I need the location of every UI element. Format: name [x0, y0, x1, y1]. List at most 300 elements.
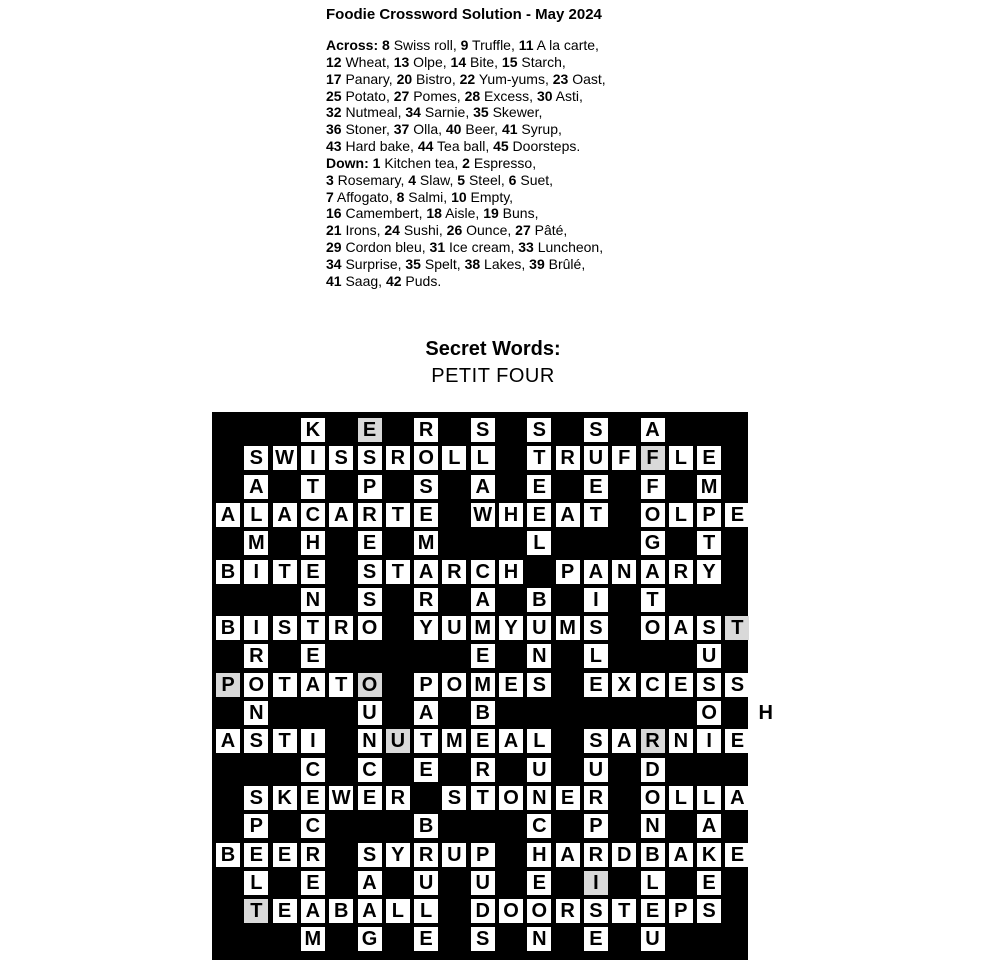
grid-cell: E — [527, 503, 551, 527]
grid-cell: N — [527, 644, 551, 668]
grid-cell: A — [725, 786, 749, 810]
clue-number: 41 — [501, 121, 518, 138]
grid-cell: O — [358, 616, 382, 640]
grid-cell: E — [527, 871, 551, 895]
grid-cell: O — [442, 673, 466, 697]
grid-cell: R — [329, 616, 353, 640]
clue-text: Salmi, — [404, 188, 452, 205]
clue-number: 44 — [417, 138, 434, 155]
grid-cell: K — [697, 843, 721, 867]
clue-line — [326, 71, 776, 88]
clue-number: 38 — [464, 255, 481, 272]
clue-number: 34 — [405, 104, 421, 121]
clue-number: 5 — [457, 171, 466, 188]
grid-cell: A — [641, 418, 665, 442]
grid-cell: E — [301, 871, 325, 895]
grid-cell: A — [556, 503, 580, 527]
grid-cell: B — [216, 616, 240, 640]
grid-cell: L — [414, 899, 438, 923]
grid-cell: N — [612, 560, 636, 584]
clue-list — [326, 37, 776, 290]
clue-text: A la carte, — [533, 37, 599, 53]
clue-text: Syrup, — [517, 121, 562, 138]
grid-cell: R — [556, 899, 580, 923]
grid-cell: B — [329, 899, 353, 923]
clue-text: Camembert, — [341, 205, 427, 222]
grid-cell: L — [669, 446, 693, 470]
grid-cell: B — [216, 560, 240, 584]
grid-cell-secret-letter: U — [386, 729, 410, 753]
grid-cell: N — [641, 814, 665, 838]
clue-text: Nutmeal, — [341, 104, 406, 121]
clue-text: Yum-yums, — [475, 70, 553, 87]
clue-text: Affogato, — [333, 188, 397, 205]
clue-text: Ounce, — [462, 222, 516, 239]
clue-number: 26 — [446, 222, 463, 239]
grid-cell: A — [273, 503, 297, 527]
grid-cell: D — [471, 899, 495, 923]
clue-number: 14 — [450, 53, 467, 70]
clue-line — [326, 138, 776, 155]
grid-cell: T — [273, 729, 297, 753]
grid-cell: R — [386, 446, 410, 470]
grid-cell-secret-letter: E — [358, 418, 382, 442]
grid-cell: A — [471, 588, 495, 612]
grid-cell: O — [641, 786, 665, 810]
grid-cell: R — [584, 786, 608, 810]
grid-cell: U — [442, 843, 466, 867]
grid-cell: Y — [499, 616, 523, 640]
clue-text: Oast, — [568, 70, 606, 87]
grid-cell: F — [612, 446, 636, 470]
grid-cell: E — [584, 475, 608, 499]
clue-number: 27 — [515, 222, 531, 239]
clue-text: Kitchen tea, — [380, 154, 463, 171]
grid-cell: G — [358, 927, 382, 951]
clue-text: Spelt, — [420, 255, 465, 272]
grid-cell: B — [527, 588, 551, 612]
clue-text: Stoner, — [341, 121, 394, 138]
grid-cell: A — [556, 843, 580, 867]
clue-number: 21 — [326, 222, 342, 239]
grid-cell: S — [358, 843, 382, 867]
grid-cell: A — [216, 729, 240, 753]
clue-text: Swiss roll, — [389, 37, 461, 53]
grid-cell: A — [669, 843, 693, 867]
grid-cell: L — [471, 446, 495, 470]
clue-text: Brûlé, — [544, 255, 586, 272]
clue-text: Steel, — [465, 171, 509, 188]
grid-cell: M — [244, 531, 268, 555]
grid-cell: K — [273, 786, 297, 810]
clue-number: 12 — [326, 53, 342, 70]
grid-cell: P — [584, 814, 608, 838]
grid-cell: E — [584, 927, 608, 951]
clue-number: 1 — [372, 154, 381, 171]
grid-cell: S — [244, 729, 268, 753]
grid-cell: L — [584, 644, 608, 668]
grid-cell: M — [556, 616, 580, 640]
grid-cell: A — [329, 503, 353, 527]
clue-number: 31 — [429, 239, 446, 256]
clue-text: Rosemary, — [333, 171, 409, 188]
grid-cell: L — [669, 503, 693, 527]
grid-cell: L — [244, 503, 268, 527]
clue-text: Panary, — [341, 70, 397, 87]
clue-text: Luncheon, — [533, 239, 604, 256]
grid-cell: S — [273, 616, 297, 640]
grid-cell: T — [612, 899, 636, 923]
grid-cell: T — [414, 729, 438, 753]
grid-cell: T — [329, 673, 353, 697]
clue-number: 43 — [326, 138, 342, 155]
grid-cell: S — [358, 560, 382, 584]
clue-text: Potato, — [341, 87, 394, 104]
clue-line — [326, 189, 776, 206]
clue-line — [326, 222, 776, 239]
grid-cell: A — [414, 701, 438, 725]
clue-text: Slaw, — [416, 171, 458, 188]
grid-cell: S — [725, 673, 749, 697]
grid-cell: E — [414, 503, 438, 527]
grid-cell: H — [301, 531, 325, 555]
grid-cell: T — [641, 588, 665, 612]
grid-cell: A — [301, 899, 325, 923]
grid-cell: S — [697, 899, 721, 923]
clue-line — [326, 88, 776, 105]
grid-cell: T — [273, 560, 297, 584]
grid-cell: O — [499, 786, 523, 810]
grid-cell: S — [471, 927, 495, 951]
grid-cell: S — [584, 729, 608, 753]
secret-words-heading: Secret Words: — [425, 338, 561, 360]
grid-cell: X — [612, 673, 636, 697]
clue-number: 36 — [326, 121, 342, 138]
clue-line — [326, 54, 776, 71]
grid-cell: Y — [697, 560, 721, 584]
grid-cell: C — [641, 673, 665, 697]
clue-text: Sarnie, — [420, 104, 474, 121]
clue-line — [326, 205, 776, 222]
clue-text: Olla, — [409, 121, 446, 138]
grid-cell: P — [669, 899, 693, 923]
grid-cell: N — [669, 729, 693, 753]
clue-number: 18 — [426, 205, 442, 222]
grid-cell: E — [697, 871, 721, 895]
grid-cell: A — [612, 729, 636, 753]
grid-cell: P — [697, 503, 721, 527]
grid-cell: M — [471, 673, 495, 697]
grid-cell: U — [641, 927, 665, 951]
clue-text: Ice cream, — [445, 239, 519, 256]
grid-cell: N — [301, 588, 325, 612]
grid-cell: E — [527, 475, 551, 499]
grid-cell: B — [471, 701, 495, 725]
grid-cell: S — [584, 899, 608, 923]
clue-number: 8 — [396, 188, 405, 205]
clue-text: Excess, — [480, 87, 537, 104]
clue-text: Espresso, — [469, 154, 537, 171]
grid-cell: T — [471, 786, 495, 810]
grid-cell: S — [442, 786, 466, 810]
clue-number: 11 — [518, 37, 534, 53]
grid-cell: E — [471, 644, 495, 668]
grid-cell: S — [471, 418, 495, 442]
grid-cell: M — [471, 616, 495, 640]
grid-cell: H — [754, 701, 778, 725]
grid-cell: U — [527, 758, 551, 782]
clue-line — [326, 121, 776, 138]
clue-number: Down: — [326, 154, 373, 171]
clue-text: Lakes, — [480, 255, 530, 272]
grid-cell: F — [641, 475, 665, 499]
clue-line — [326, 256, 776, 273]
clue-number: 13 — [393, 53, 410, 70]
clue-number: 42 — [385, 272, 402, 289]
grid-cell: C — [527, 814, 551, 838]
grid-cell: O — [527, 899, 551, 923]
grid-cell: E — [358, 786, 382, 810]
grid-cell: C — [471, 560, 495, 584]
crossword-grid — [212, 412, 773, 960]
clue-line — [326, 155, 776, 172]
grid-cell: E — [556, 786, 580, 810]
grid-cell: A — [358, 871, 382, 895]
clue-number: 45 — [493, 138, 509, 155]
grid-cell: I — [697, 729, 721, 753]
grid-cell: A — [358, 899, 382, 923]
grid-cell: L — [527, 729, 551, 753]
grid-cell: T — [527, 446, 551, 470]
clue-text: Skewer, — [488, 104, 543, 121]
clue-number: 25 — [326, 87, 342, 104]
clue-number: 15 — [501, 53, 518, 70]
grid-cell: P — [414, 673, 438, 697]
clue-number: 17 — [326, 70, 342, 87]
grid-cell: E — [641, 899, 665, 923]
grid-cell: O — [499, 899, 523, 923]
clue-number: 23 — [552, 70, 569, 87]
clue-text: Empty, — [466, 188, 514, 205]
grid-cell: E — [584, 673, 608, 697]
grid-cell: D — [612, 843, 636, 867]
grid-cell: P — [471, 843, 495, 867]
grid-cell: K — [301, 418, 325, 442]
clue-text: Puds. — [401, 272, 442, 289]
grid-cell: A — [584, 560, 608, 584]
grid-cell: E — [414, 927, 438, 951]
grid-cell: O — [641, 503, 665, 527]
grid-cell: E — [725, 843, 749, 867]
grid-cell: L — [386, 899, 410, 923]
grid-cell: N — [244, 701, 268, 725]
clue-number: 41 — [326, 272, 342, 289]
grid-cell: M — [414, 531, 438, 555]
clue-text: Starch, — [517, 53, 566, 70]
clue-text: Asti, — [552, 87, 583, 104]
grid-cell: S — [358, 446, 382, 470]
clue-number: 24 — [384, 222, 400, 239]
grid-cell: S — [358, 588, 382, 612]
grid-cell: E — [725, 503, 749, 527]
clue-text: Beer, — [461, 121, 502, 138]
grid-cell: N — [527, 786, 551, 810]
clue-text: Irons, — [341, 222, 385, 239]
grid-cell: T — [584, 503, 608, 527]
grid-cell: I — [244, 560, 268, 584]
grid-cell: E — [244, 843, 268, 867]
grid-cell: R — [358, 503, 382, 527]
grid-cell: O — [244, 673, 268, 697]
grid-cell: U — [471, 871, 495, 895]
grid-cell: N — [358, 729, 382, 753]
grid-cell: C — [358, 758, 382, 782]
grid-cell: A — [471, 475, 495, 499]
grid-cell: E — [725, 729, 749, 753]
grid-cell: Y — [386, 843, 410, 867]
grid-cell: B — [216, 843, 240, 867]
grid-cell: L — [244, 871, 268, 895]
grid-cell: U — [527, 616, 551, 640]
grid-cell: R — [471, 758, 495, 782]
grid-cell: S — [244, 446, 268, 470]
grid-cell: U — [442, 616, 466, 640]
grid-cell: A — [244, 475, 268, 499]
clue-text: Truffle, — [468, 37, 519, 53]
grid-cell: C — [301, 814, 325, 838]
clue-text: Wheat, — [341, 53, 394, 70]
clue-line — [326, 104, 776, 121]
clue-number: 35 — [473, 104, 489, 121]
grid-cell: T — [301, 616, 325, 640]
grid-cell: U — [584, 758, 608, 782]
grid-cell: E — [273, 843, 297, 867]
grid-cell: E — [358, 531, 382, 555]
grid-cell: W — [471, 503, 495, 527]
grid-cell: D — [641, 758, 665, 782]
clue-text: Doorsteps. — [508, 138, 581, 155]
grid-cell: A — [669, 616, 693, 640]
grid-cell-secret-letter: T — [244, 899, 268, 923]
clue-number: 19 — [483, 205, 499, 222]
grid-cell: E — [697, 446, 721, 470]
grid-cell: P — [556, 560, 580, 584]
grid-cell: C — [301, 503, 325, 527]
grid-cell: A — [414, 560, 438, 584]
clue-number: 30 — [536, 87, 553, 104]
grid-cell: R — [669, 560, 693, 584]
grid-cell: R — [244, 644, 268, 668]
clue-number: 40 — [445, 121, 462, 138]
clue-number: 3 — [326, 171, 334, 188]
grid-cell: U — [584, 446, 608, 470]
grid-cell: N — [527, 927, 551, 951]
clue-number: 34 — [326, 255, 342, 272]
grid-cell: T — [301, 475, 325, 499]
clue-text: Hard bake, — [341, 138, 418, 155]
grid-cell: H — [527, 843, 551, 867]
grid-cell: L — [669, 786, 693, 810]
grid-cell: A — [499, 729, 523, 753]
clue-text: Bite, — [466, 53, 502, 70]
clue-text: Pomes, — [409, 87, 465, 104]
clue-number: 28 — [464, 87, 481, 104]
grid-cell: E — [499, 673, 523, 697]
grid-cell: M — [697, 475, 721, 499]
grid-cell: H — [499, 560, 523, 584]
grid-cell: C — [301, 758, 325, 782]
clue-number: 6 — [508, 171, 517, 188]
grid-cell: E — [301, 644, 325, 668]
grid-cell: U — [414, 871, 438, 895]
clue-number: 10 — [451, 188, 467, 205]
grid-cell: T — [273, 673, 297, 697]
grid-cell: A — [641, 560, 665, 584]
grid-cell-secret-letter: T — [725, 616, 749, 640]
clue-line — [326, 172, 776, 189]
grid-cell: R — [386, 786, 410, 810]
clue-number: 7 — [326, 188, 334, 205]
grid-cell: Y — [414, 616, 438, 640]
grid-cell: T — [697, 531, 721, 555]
grid-cell: E — [301, 786, 325, 810]
grid-cell: S — [527, 673, 551, 697]
clue-text: Buns, — [498, 205, 539, 222]
clue-text: Tea ball, — [433, 138, 494, 155]
clue-text: Cordon bleu, — [341, 239, 430, 256]
grid-cell: E — [301, 560, 325, 584]
grid-cell: O — [641, 616, 665, 640]
clue-text: Aisle, — [441, 205, 484, 222]
clue-number: 37 — [393, 121, 410, 138]
grid-cell: I — [301, 446, 325, 470]
grid-cell: E — [273, 899, 297, 923]
grid-cell: I — [244, 616, 268, 640]
clue-number: 33 — [518, 239, 534, 256]
grid-cell: S — [584, 616, 608, 640]
grid-cell: A — [697, 814, 721, 838]
grid-cell: S — [527, 418, 551, 442]
grid-cell: S — [414, 475, 438, 499]
grid-cell: L — [442, 446, 466, 470]
grid-cell: R — [414, 418, 438, 442]
grid-cell: R — [414, 843, 438, 867]
clue-line — [326, 239, 776, 256]
grid-cell: R — [301, 843, 325, 867]
clue-text: Surprise, — [341, 255, 406, 272]
grid-cell: I — [301, 729, 325, 753]
grid-cell: I — [584, 588, 608, 612]
clue-number: 16 — [326, 205, 342, 222]
grid-cell-secret-letter: F — [641, 446, 665, 470]
clue-number: 2 — [462, 154, 470, 171]
grid-cell: T — [386, 560, 410, 584]
grid-cell: R — [556, 446, 580, 470]
grid-cell: S — [697, 673, 721, 697]
grid-cell-secret-letter: I — [584, 871, 608, 895]
secret-words-answer: PETIT FOUR — [431, 365, 555, 387]
grid-cell: B — [414, 814, 438, 838]
clue-number: 20 — [396, 70, 413, 87]
grid-cell: G — [641, 531, 665, 555]
grid-cell: A — [301, 673, 325, 697]
grid-cell: B — [641, 843, 665, 867]
clue-number: 29 — [326, 239, 342, 256]
clue-line — [326, 37, 776, 54]
grid-cell-secret-letter: R — [641, 729, 665, 753]
clue-text: Pâté, — [530, 222, 568, 239]
grid-cell: W — [273, 446, 297, 470]
